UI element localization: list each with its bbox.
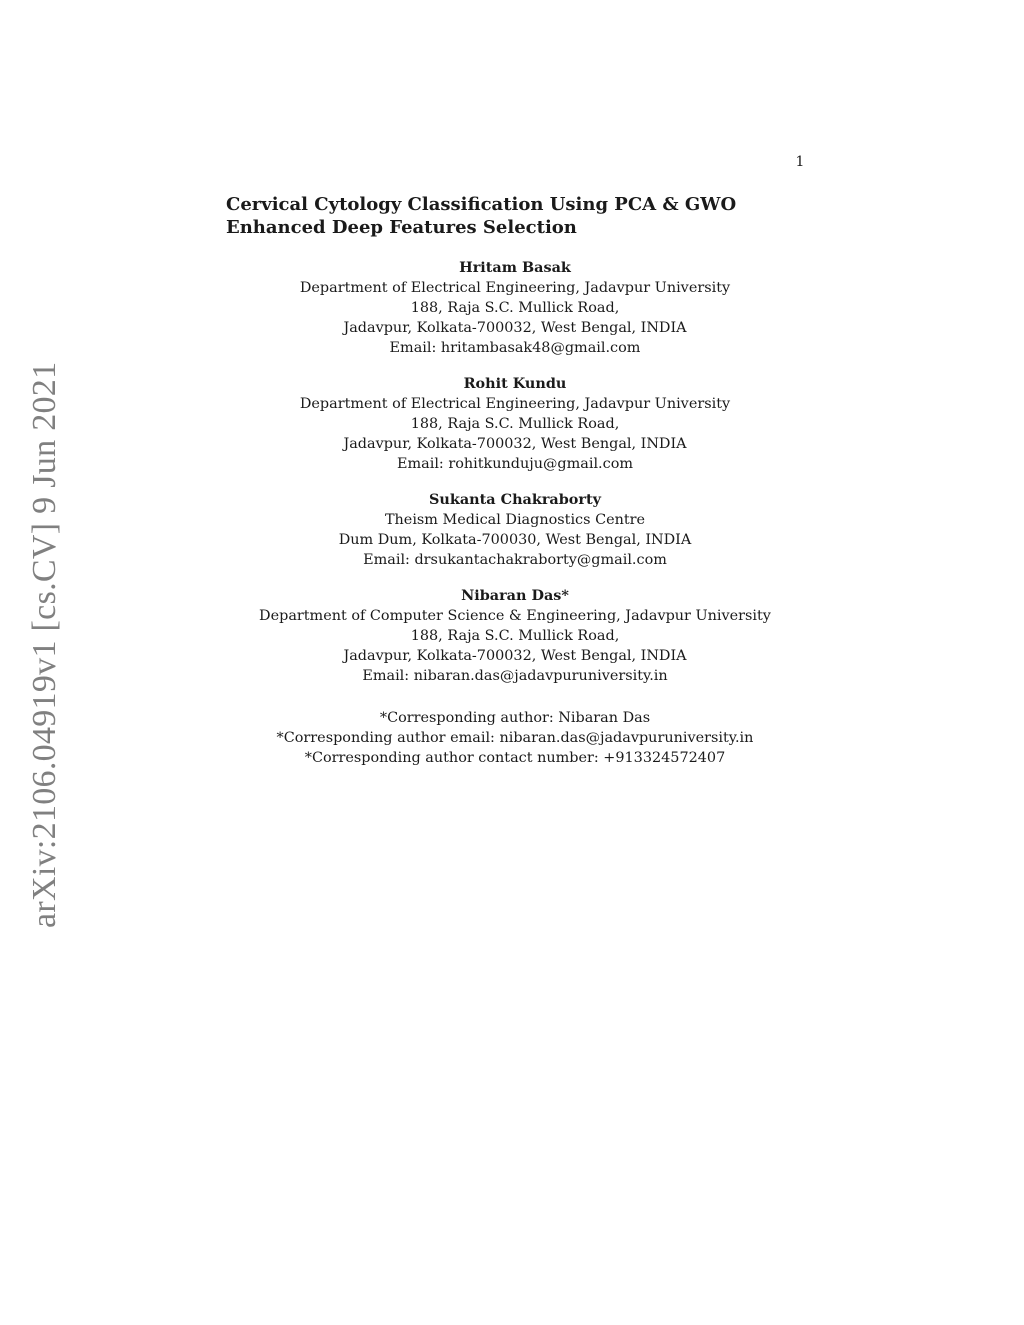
corresponding-author-name: *Corresponding author: Nibaran Das	[379, 710, 651, 726]
author-email: Email: hritambasak48@gmail.com	[389, 340, 641, 356]
author-department: Department of Computer Science & Engineering, Jadavpur University	[259, 608, 771, 624]
author-institution: Theism Medical Diagnostics Centre	[384, 512, 646, 528]
corresponding-author-phone: *Corresponding author contact number: +913324572407	[304, 750, 726, 766]
author-email: Email: rohitkunduju@gmail.com	[397, 456, 633, 472]
author-block-chakraborty	[200, 490, 830, 570]
author-street: 188, Raja S.C. Mullick Road,	[410, 628, 620, 644]
author-block-basak	[200, 258, 830, 358]
author-city: Jadavpur, Kolkata-700032, West Bengal, INDIA	[343, 648, 687, 664]
corresponding-author-note	[200, 708, 830, 768]
paper-title	[226, 193, 826, 239]
author-block-das	[200, 586, 830, 686]
author-block-kundu	[200, 374, 830, 474]
author-street: 188, Raja S.C. Mullick Road,	[410, 416, 620, 432]
page-number: 1	[795, 154, 805, 170]
author-list	[200, 258, 830, 768]
author-city: Jadavpur, Kolkata-700032, West Bengal, INDIA	[343, 320, 687, 336]
author-city: Dum Dum, Kolkata-700030, West Bengal, INDIA	[338, 532, 692, 548]
title-line-1: Cervical Cytology Classification Using PCA & GWO	[226, 194, 737, 215]
author-email: Email: drsukantachakraborty@gmail.com	[363, 552, 667, 568]
corresponding-author-email: *Corresponding author email: nibaran.das@jadavpuruniversity.in	[276, 730, 754, 746]
author-email: Email: nibaran.das@jadavpuruniversity.in	[362, 668, 668, 684]
author-department: Department of Electrical Engineering, Jadavpur University	[299, 396, 731, 412]
arxiv-identifier-stamp: arXiv:2106.04919v1 [cs.CV] 9 Jun 2021	[26, 361, 63, 928]
author-city: Jadavpur, Kolkata-700032, West Bengal, INDIA	[343, 436, 687, 452]
author-department: Department of Electrical Engineering, Jadavpur University	[299, 280, 731, 296]
author-name: Nibaran Das*	[461, 587, 569, 604]
title-line-2: Enhanced Deep Features Selection	[226, 217, 577, 238]
author-name: Sukanta Chakraborty	[429, 491, 601, 508]
author-street: 188, Raja S.C. Mullick Road,	[410, 300, 620, 316]
author-name: Rohit Kundu	[463, 375, 567, 392]
author-name: Hritam Basak	[459, 259, 571, 276]
